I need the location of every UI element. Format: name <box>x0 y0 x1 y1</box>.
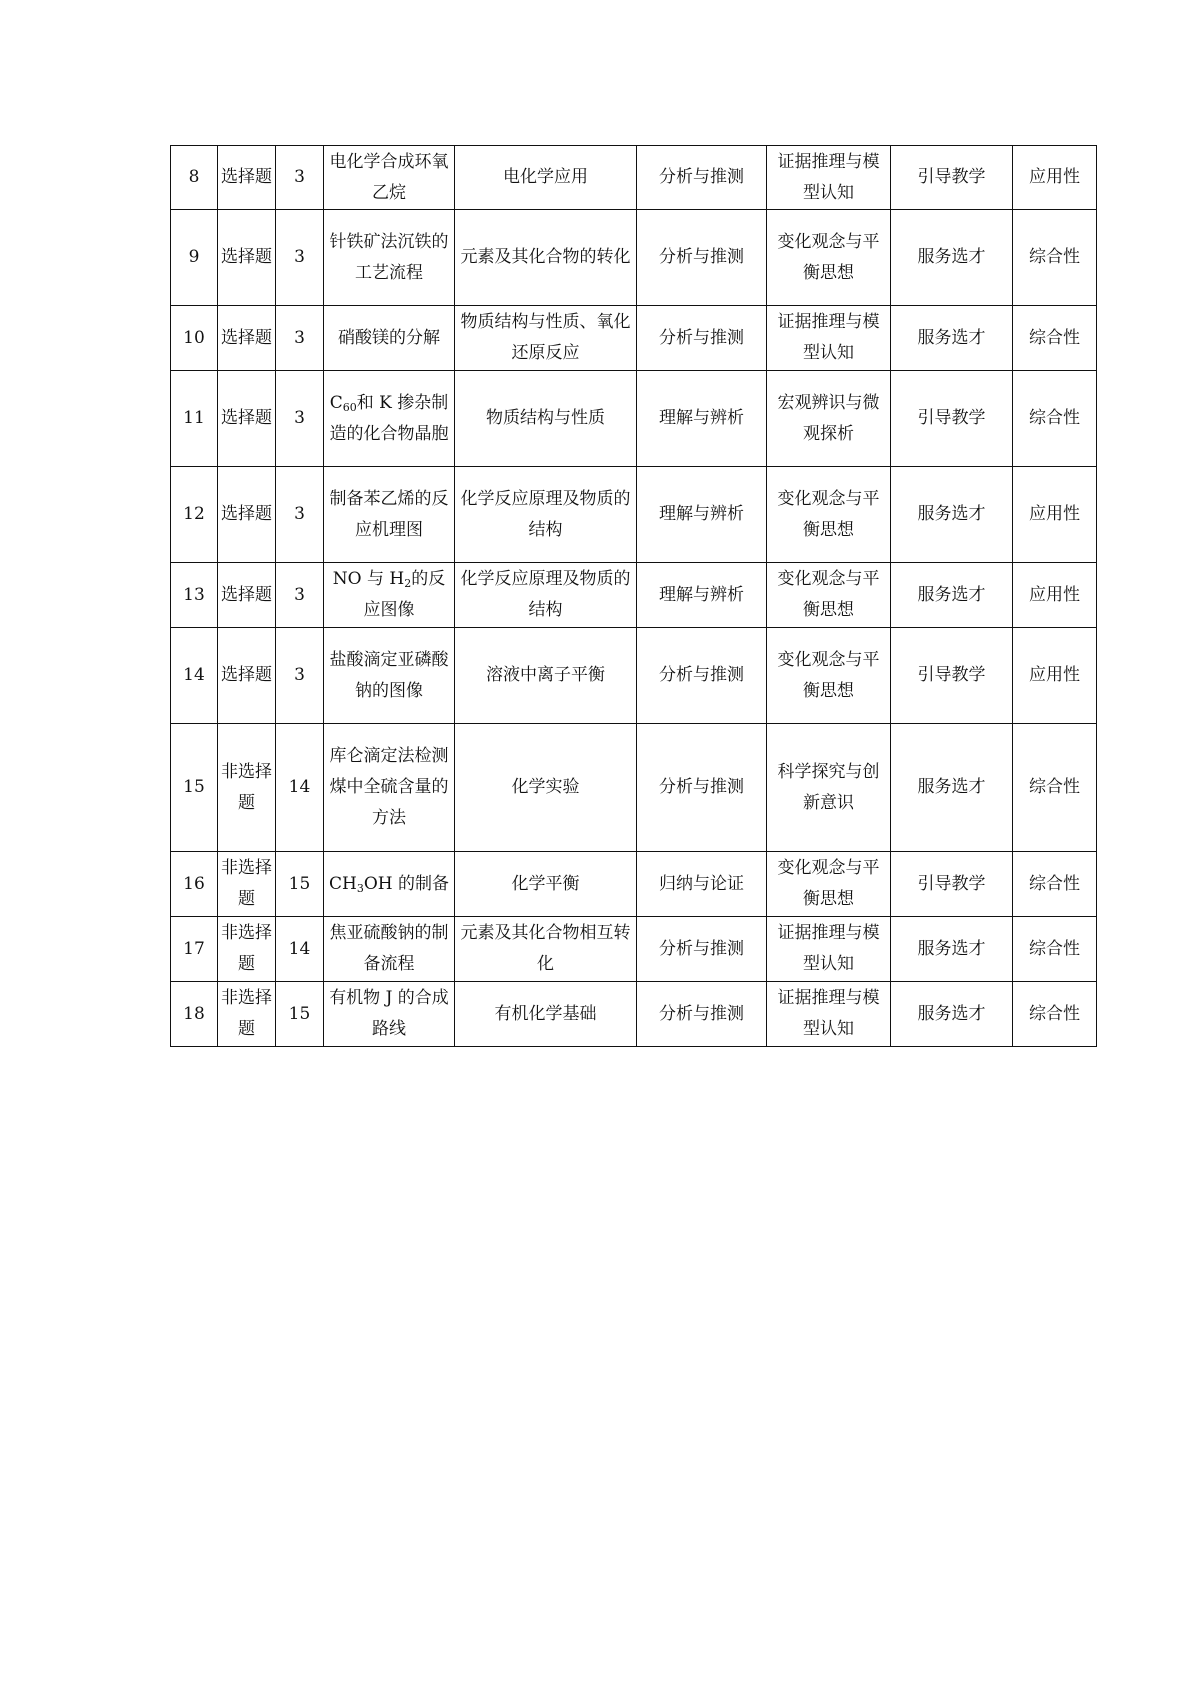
knowledge-point: 元素及其化合物的转化 <box>455 210 637 306</box>
score: 3 <box>276 563 324 628</box>
question-number: 9 <box>171 210 218 306</box>
knowledge-point: 溶液中离子平衡 <box>455 628 637 724</box>
question-number: 12 <box>171 467 218 563</box>
scenario: 硝酸镁的分解 <box>324 306 455 371</box>
question-number: 17 <box>171 917 218 982</box>
knowledge-point: 物质结构与性质、氧化还原反应 <box>455 306 637 371</box>
ability: 分析与推测 <box>637 146 767 210</box>
scenario-text: C <box>329 392 343 413</box>
question-type: 非选择题 <box>218 917 276 982</box>
core-literacy: 宏观辨识与微观探析 <box>767 371 891 467</box>
subscript: 3 <box>356 881 364 895</box>
question-number: 18 <box>171 982 218 1047</box>
function: 服务选才 <box>891 467 1013 563</box>
scenario: 针铁矿法沉铁的工艺流程 <box>324 210 455 306</box>
score: 3 <box>276 628 324 724</box>
table-row <box>171 467 1097 563</box>
table-row <box>171 210 1097 306</box>
scenario-text: CH <box>328 873 357 894</box>
score: 14 <box>276 724 324 852</box>
score: 15 <box>276 982 324 1047</box>
question-number: 16 <box>171 852 218 917</box>
nature: 综合性 <box>1013 210 1097 306</box>
core-literacy: 变化观念与平衡思想 <box>767 563 891 628</box>
core-literacy: 证据推理与模型认知 <box>767 982 891 1047</box>
question-type: 选择题 <box>218 628 276 724</box>
score: 3 <box>276 146 324 210</box>
function: 引导教学 <box>891 371 1013 467</box>
table-body <box>171 146 1097 1047</box>
nature: 综合性 <box>1013 306 1097 371</box>
core-literacy: 变化观念与平衡思想 <box>767 210 891 306</box>
question-number: 8 <box>171 146 218 210</box>
table-row <box>171 563 1097 628</box>
ability: 归纳与论证 <box>637 852 767 917</box>
question-type: 选择题 <box>218 210 276 306</box>
scenario: 库仑滴定法检测煤中全硫含量的方法 <box>324 724 455 852</box>
question-number: 13 <box>171 563 218 628</box>
question-type: 非选择题 <box>218 982 276 1047</box>
ability: 理解与辨析 <box>637 467 767 563</box>
knowledge-point: 元素及其化合物相互转化 <box>455 917 637 982</box>
score: 14 <box>276 917 324 982</box>
knowledge-point: 化学反应原理及物质的结构 <box>455 467 637 563</box>
function: 服务选才 <box>891 724 1013 852</box>
table-row <box>171 724 1097 852</box>
function: 引导教学 <box>891 146 1013 210</box>
core-literacy: 证据推理与模型认知 <box>767 917 891 982</box>
scenario <box>324 563 455 628</box>
nature: 综合性 <box>1013 724 1097 852</box>
ability: 分析与推测 <box>637 982 767 1047</box>
knowledge-point: 有机化学基础 <box>455 982 637 1047</box>
core-literacy: 证据推理与模型认知 <box>767 146 891 210</box>
ability: 分析与推测 <box>637 210 767 306</box>
table-row <box>171 628 1097 724</box>
function: 引导教学 <box>891 628 1013 724</box>
question-number: 15 <box>171 724 218 852</box>
scenario: 制备苯乙烯的反应机理图 <box>324 467 455 563</box>
scenario-text: 的反应图像 <box>363 569 446 620</box>
scenario: 焦亚硫酸钠的制备流程 <box>324 917 455 982</box>
function: 引导教学 <box>891 852 1013 917</box>
score: 3 <box>276 467 324 563</box>
core-literacy: 变化观念与平衡思想 <box>767 467 891 563</box>
knowledge-point: 化学平衡 <box>455 852 637 917</box>
nature: 应用性 <box>1013 146 1097 210</box>
question-type: 选择题 <box>218 306 276 371</box>
knowledge-point: 物质结构与性质 <box>455 371 637 467</box>
score: 3 <box>276 210 324 306</box>
core-literacy: 变化观念与平衡思想 <box>767 628 891 724</box>
scenario: 盐酸滴定亚磷酸钠的图像 <box>324 628 455 724</box>
scenario-text: 和 K 掺杂制造的化合物晶胞 <box>329 392 449 444</box>
nature: 综合性 <box>1013 917 1097 982</box>
nature: 综合性 <box>1013 371 1097 467</box>
nature: 综合性 <box>1013 982 1097 1047</box>
table-row <box>171 146 1097 210</box>
ability: 分析与推测 <box>637 306 767 371</box>
nature: 综合性 <box>1013 852 1097 917</box>
table-row <box>171 982 1097 1047</box>
scenario: 电化学合成环氧乙烷 <box>324 146 455 210</box>
question-type: 选择题 <box>218 563 276 628</box>
function: 服务选才 <box>891 306 1013 371</box>
question-type: 非选择题 <box>218 724 276 852</box>
scenario: 有机物 J 的合成路线 <box>324 982 455 1047</box>
nature: 应用性 <box>1013 563 1097 628</box>
ability: 分析与推测 <box>637 628 767 724</box>
core-literacy: 科学探究与创新意识 <box>767 724 891 852</box>
scenario-text: NO 与 H <box>332 569 405 589</box>
score: 3 <box>276 306 324 371</box>
scenario-text: OH 的制备 <box>363 873 449 894</box>
ability: 分析与推测 <box>637 724 767 852</box>
question-type: 非选择题 <box>218 852 276 917</box>
table-row <box>171 852 1097 917</box>
score: 3 <box>276 371 324 467</box>
question-type: 选择题 <box>218 371 276 467</box>
function: 服务选才 <box>891 982 1013 1047</box>
table-row <box>171 371 1097 467</box>
function: 服务选才 <box>891 563 1013 628</box>
ability: 分析与推测 <box>637 917 767 982</box>
function: 服务选才 <box>891 210 1013 306</box>
knowledge-point: 化学实验 <box>455 724 637 852</box>
subscript: 2 <box>404 577 412 590</box>
question-number: 14 <box>171 628 218 724</box>
core-literacy: 证据推理与模型认知 <box>767 306 891 371</box>
table-row <box>171 917 1097 982</box>
knowledge-point: 化学反应原理及物质的结构 <box>455 563 637 628</box>
nature: 应用性 <box>1013 628 1097 724</box>
ability: 理解与辨析 <box>637 371 767 467</box>
question-number: 10 <box>171 306 218 371</box>
knowledge-point: 电化学应用 <box>455 146 637 210</box>
ability: 理解与辨析 <box>637 563 767 628</box>
scenario <box>324 852 455 917</box>
question-number: 11 <box>171 371 218 467</box>
table-row <box>171 306 1097 371</box>
function: 服务选才 <box>891 917 1013 982</box>
question-type: 选择题 <box>218 467 276 563</box>
core-literacy: 变化观念与平衡思想 <box>767 852 891 917</box>
subscript: 60 <box>342 400 357 414</box>
nature: 应用性 <box>1013 467 1097 563</box>
question-type: 选择题 <box>218 146 276 210</box>
score: 15 <box>276 852 324 917</box>
question-analysis-table <box>170 145 1097 1047</box>
scenario <box>324 371 455 467</box>
